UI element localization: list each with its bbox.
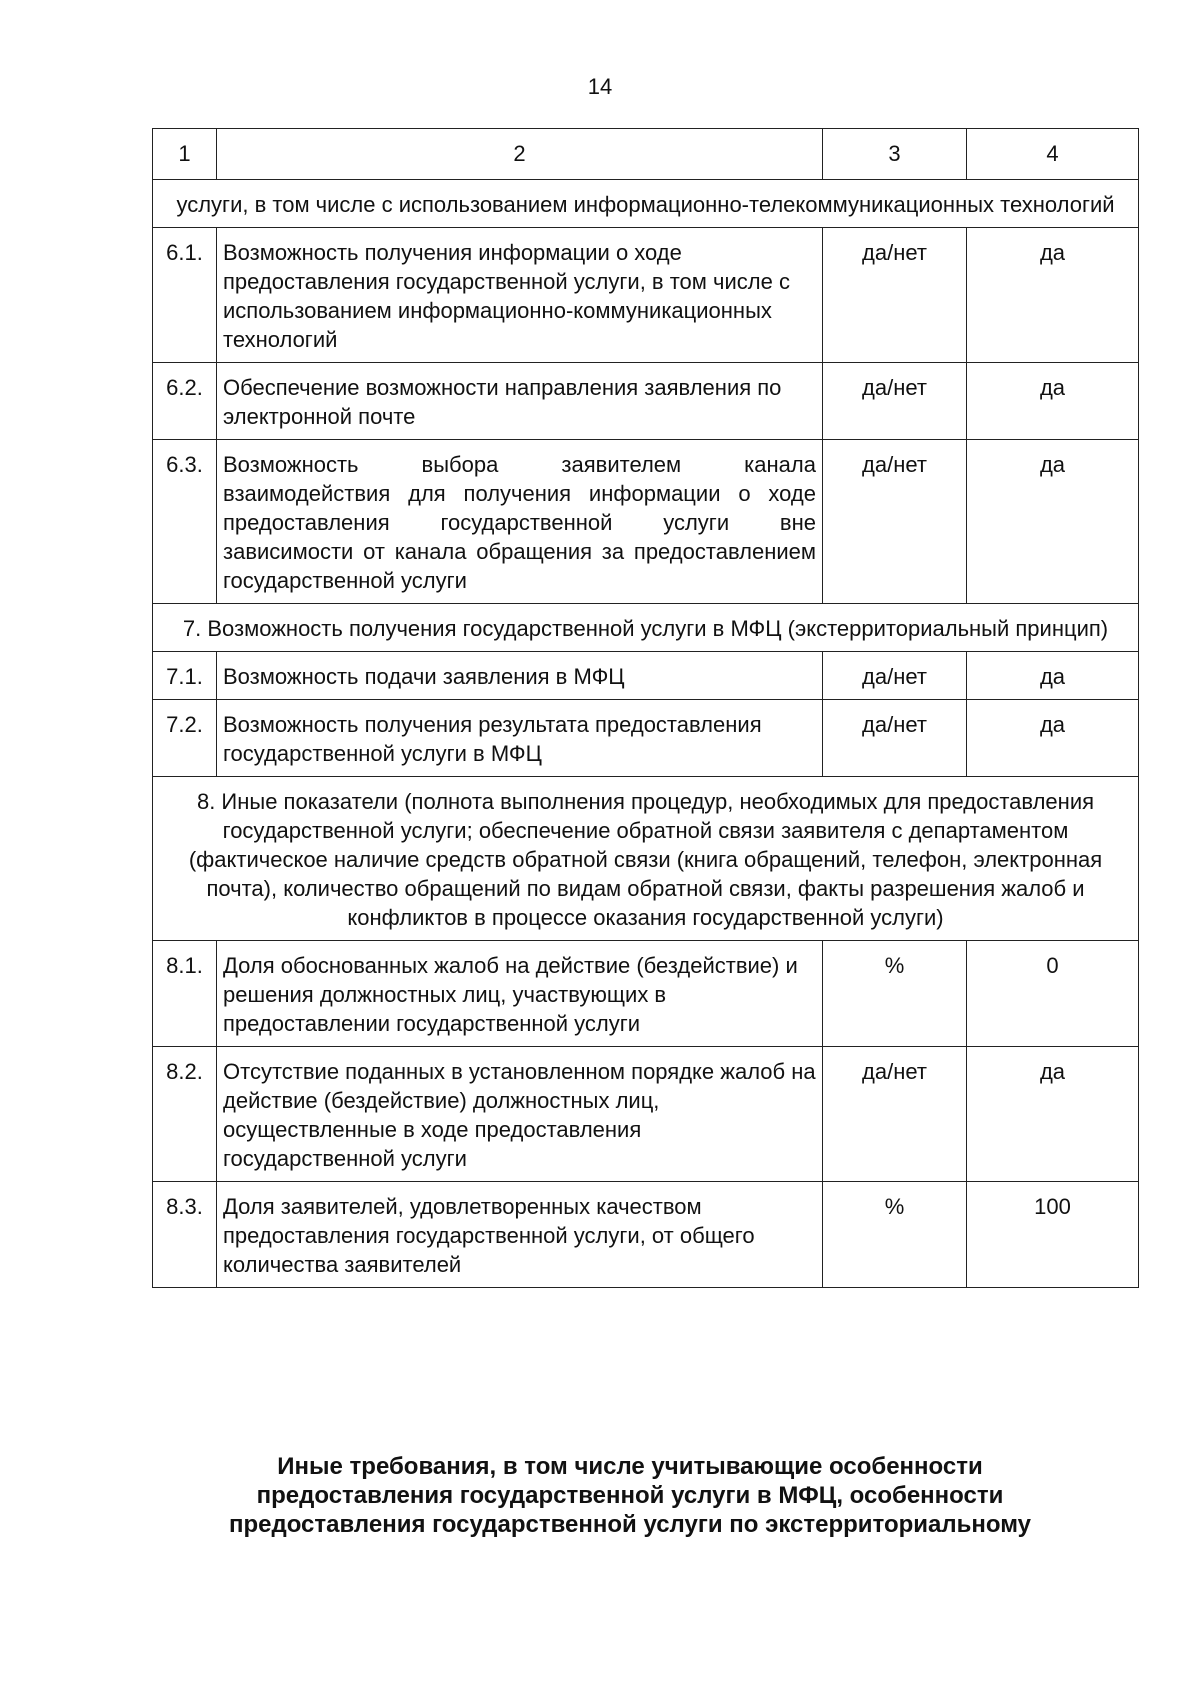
row-6-2-unit: да/нет [823,363,967,440]
row-8-3-value: 100 [967,1182,1139,1288]
row-6-1-description: Возможность получения информации о ходе предоставления государственной услуги, в том числе с использованием информационно-коммуникационных технологий [217,228,823,363]
header-cell-3: 3 [823,129,967,180]
row-8-1-value: 0 [967,941,1139,1047]
row-8-3-unit: % [823,1182,967,1288]
page-number: 14 [587,74,613,99]
section-row-8 [153,777,1139,941]
row-7-1-unit: да/нет [823,652,967,700]
row-8-3-description: Доля заявителей, удовлетворенных качеством предоставления государственной услуги, от общего количества заявителей [217,1182,823,1288]
row-8-2-description: Отсутствие поданных в установленном порядке жалоб на действие (бездействие) должностных лиц, осуществленные в ходе предоставления государственной услуги [217,1047,823,1182]
table-header-row [153,129,1139,180]
section-heading [180,1452,1080,1539]
row-6-3-description: Возможность выбора заявителем канала взаимодействия для получения информации о ходе предоставления государственной услуги вне зависимости от канала обращения за предоставлением государственной услуги [217,440,823,604]
row-7-2-value: да [967,700,1139,777]
row-6-1-value: да [967,228,1139,363]
section-row-6-tail [153,180,1139,228]
row-7-1-value: да [967,652,1139,700]
row-8-2-value: да [967,1047,1139,1182]
row-6-2-description: Обеспечение возможности направления заявления по электронной почте [217,363,823,440]
section-row-7 [153,604,1139,652]
table-row [153,941,1139,1047]
section-heading-line-3: предоставления государственной услуги по экстерриториальному [228,1511,1032,1538]
row-8-1-number: 8.1. [153,941,217,1047]
table-row [153,440,1139,604]
row-8-1-unit: % [823,941,967,1047]
row-6-2-number: 6.2. [153,363,217,440]
table-row [153,363,1139,440]
row-6-1-number: 6.1. [153,228,217,363]
indicators-table [152,128,1139,1288]
row-8-1-description: Доля обоснованных жалоб на действие (бездействие) и решения должностных лиц, участвующих в предоставлении государственной услуги [217,941,823,1047]
table-row [153,228,1139,363]
row-7-2-description: Возможность получения результата предоставления государственной услуги в МФЦ [217,700,823,777]
section-7-title: 7. Возможность получения государственной услуги в МФЦ (экстерриториальный принцип) [153,604,1139,652]
table-row [153,700,1139,777]
header-cell-1: 1 [153,129,217,180]
header-cell-2: 2 [217,129,823,180]
section-heading-line-2: предоставления государственной услуги в МФЦ, особенности [256,1482,1004,1509]
section-6-tail-text: услуги, в том числе с использованием информационно-телекоммуникационных технологий [153,180,1139,228]
row-7-1-number: 7.1. [153,652,217,700]
row-8-3-number: 8.3. [153,1182,217,1288]
row-6-3-value: да [967,440,1139,604]
section-heading-line-1: Иные требования, в том числе учитывающие особенности [277,1453,983,1480]
row-8-2-number: 8.2. [153,1047,217,1182]
header-cell-4: 4 [967,129,1139,180]
row-6-3-unit: да/нет [823,440,967,604]
section-8-title: 8. Иные показатели (полнота выполнения процедур, необходимых для предоставления государственной услуги; обеспечение обратной связи заявителя с департаментом (фактическое наличие средств обратной связи (книга обращений, телефон, электронная почта), количество обращений по видам обратной связи, факты разрешения жалоб и конфликтов в процессе оказания государственной услуги) [153,777,1139,941]
row-6-3-number: 6.3. [153,440,217,604]
table-row [153,1182,1139,1288]
row-6-1-unit: да/нет [823,228,967,363]
table-row [153,652,1139,700]
row-7-2-unit: да/нет [823,700,967,777]
table-row [153,1047,1139,1182]
row-7-1-description: Возможность подачи заявления в МФЦ [217,652,823,700]
row-8-2-unit: да/нет [823,1047,967,1182]
row-7-2-number: 7.2. [153,700,217,777]
row-6-2-value: да [967,363,1139,440]
